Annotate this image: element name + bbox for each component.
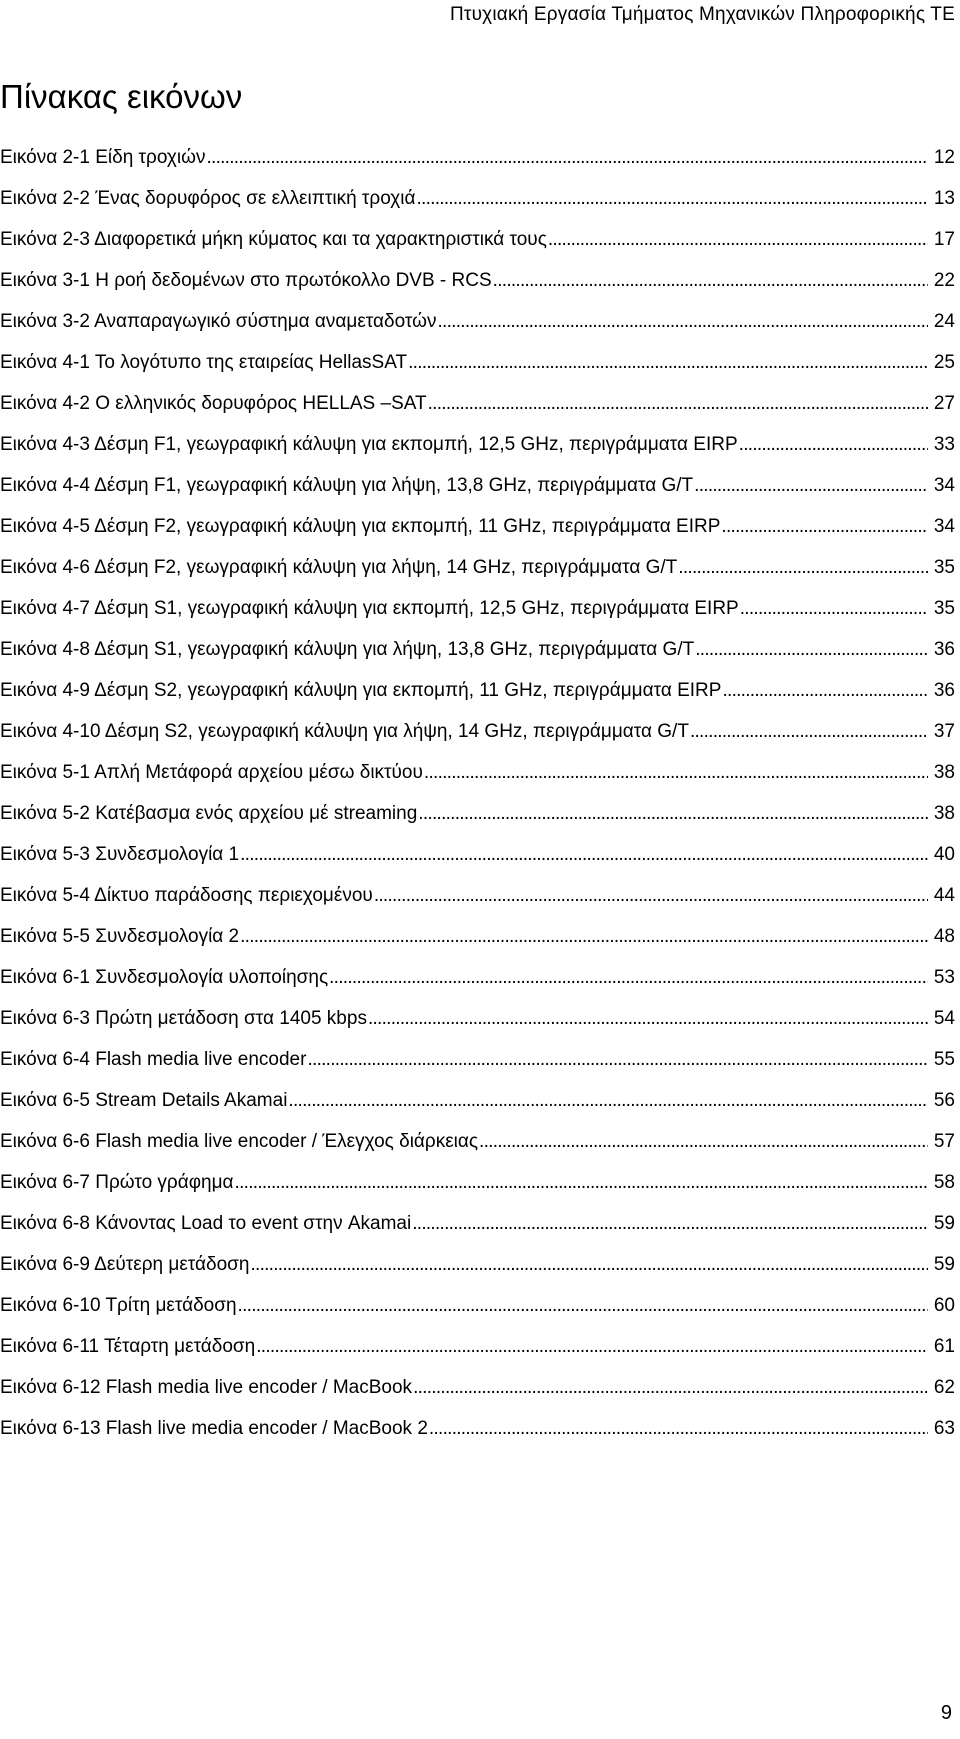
toc-entry-page: 34 (933, 516, 955, 537)
toc-entry-label: Εικόνα 4-9 Δέσμη S2, γεωγραφική κάλυψη για εκπομπή, 11 GHz, περιγράμματα EIRP (0, 680, 722, 701)
dot-leader (235, 1162, 928, 1203)
toc-entry[interactable] (0, 875, 955, 916)
dot-leader (240, 834, 928, 875)
toc-entry-label: Εικόνα 2-3 Διαφορετικά μήκη κύματος και τα χαρακτηριστικά τους (0, 229, 547, 250)
toc-entry-label: Εικόνα 5-2 Κατέβασμα ενός αρχείου μέ streaming (0, 803, 418, 824)
dot-leader (256, 1326, 928, 1367)
toc-entry[interactable] (0, 219, 955, 260)
dot-leader (418, 793, 928, 834)
toc-entry-label: Εικόνα 6-6 Flash media live encoder / Έλεγχος διάρκειας (0, 1131, 479, 1152)
dot-leader (240, 916, 928, 957)
toc-entry[interactable] (0, 383, 955, 424)
toc-entry[interactable] (0, 1162, 955, 1203)
toc-entry[interactable] (0, 260, 955, 301)
toc-entry-label: Εικόνα 2-2 Ένας δορυφόρος σε ελλειπτική τροχιά (0, 188, 416, 209)
toc-entry-label: Εικόνα 6-10 Τρίτη μετάδοση (0, 1295, 237, 1316)
toc-entry-label: Εικόνα 6-8 Κάνοντας Load το event στην Akamai (0, 1213, 412, 1234)
toc-entry-label: Εικόνα 3-1 Η ροή δεδομένων στο πρωτόκολλο DVB - RCS (0, 270, 492, 291)
toc-entry-page: 44 (933, 885, 955, 906)
toc-entry-label: Εικόνα 6-7 Πρώτο γράφημα (0, 1172, 234, 1193)
toc-entry-page: 33 (933, 434, 955, 455)
toc-entry[interactable] (0, 506, 955, 547)
dot-leader (740, 588, 928, 629)
dot-leader (695, 629, 928, 670)
toc-entry-page: 17 (933, 229, 955, 250)
toc-entry-page: 54 (933, 1008, 955, 1029)
toc-entry-page: 61 (933, 1336, 955, 1357)
toc-entry-label: Εικόνα 4-4 Δέσμη F1, γεωγραφική κάλυψη για λήψη, 13,8 GHz, περιγράμματα G/T (0, 475, 694, 496)
toc-entry-page: 53 (933, 967, 955, 988)
toc-entry-label: Εικόνα 6-13 Flash live media encoder / MacBook 2 (0, 1418, 428, 1439)
toc-entry[interactable] (0, 137, 955, 178)
table-of-figures (0, 137, 955, 1449)
toc-entry[interactable] (0, 1326, 955, 1367)
toc-entry-page: 36 (933, 639, 955, 660)
dot-leader (238, 1285, 928, 1326)
toc-entry[interactable] (0, 629, 955, 670)
toc-entry-label: Εικόνα 5-3 Συνδεσμολογία 1 (0, 844, 240, 865)
toc-entry-page: 56 (933, 1090, 955, 1111)
toc-entry-page: 13 (933, 188, 955, 209)
toc-entry[interactable] (0, 1408, 955, 1449)
toc-entry[interactable] (0, 1121, 955, 1162)
toc-entry[interactable] (0, 1367, 955, 1408)
toc-entry[interactable] (0, 711, 955, 752)
page-number: 9 (940, 1702, 952, 1724)
toc-entry[interactable] (0, 588, 955, 629)
toc-entry-page: 38 (933, 762, 955, 783)
toc-entry-label: Εικόνα 4-6 Δέσμη F2, γεωγραφική κάλυψη για λήψη, 14 GHz, περιγράμματα G/T (0, 557, 678, 578)
toc-entry[interactable] (0, 1203, 955, 1244)
toc-entry-label: Εικόνα 4-3 Δέσμη F1, γεωγραφική κάλυψη για εκπομπή, 12,5 GHz, περιγράμματα EIRP (0, 434, 738, 455)
running-header: Πτυχιακή Εργασία Τμήματος Μηχανικών Πληροφορικής ΤΕ (449, 4, 955, 25)
toc-entry-label: Εικόνα 6-11 Τέταρτη μετάδοση (0, 1336, 256, 1357)
dot-leader (416, 178, 927, 219)
toc-entry-page: 48 (933, 926, 955, 947)
dot-leader (428, 383, 928, 424)
toc-entry[interactable] (0, 1039, 955, 1080)
toc-entry-page: 27 (933, 393, 955, 414)
toc-entry-label: Εικόνα 6-1 Συνδεσμολογία υλοποίησης (0, 967, 329, 988)
toc-entry-page: 35 (933, 598, 955, 619)
toc-entry-label: Εικόνα 4-2 Ο ελληνικός δορυφόρος HELLAS –SAT (0, 393, 427, 414)
dot-leader (250, 1244, 927, 1285)
toc-entry-page: 57 (933, 1131, 955, 1152)
dot-leader (678, 547, 928, 588)
toc-entry-label: Εικόνα 4-7 Δέσμη S1, γεωγραφική κάλυψη για εκπομπή, 12,5 GHz, περιγράμματα EIRP (0, 598, 739, 619)
toc-entry[interactable] (0, 670, 955, 711)
toc-entry[interactable] (0, 1080, 955, 1121)
dot-leader (413, 1367, 928, 1408)
toc-entry[interactable] (0, 424, 955, 465)
toc-entry-page: 12 (933, 147, 955, 168)
toc-entry-label: Εικόνα 5-4 Δίκτυο παράδοσης περιεχομένου (0, 885, 373, 906)
toc-entry-label: Εικόνα 4-1 Το λογότυπο της εταιρείας HellasSAT (0, 352, 408, 373)
toc-entry-page: 25 (933, 352, 955, 373)
dot-leader (690, 711, 928, 752)
toc-entry[interactable] (0, 752, 955, 793)
toc-entry[interactable] (0, 342, 955, 383)
dot-leader (288, 1080, 927, 1121)
toc-entry-label: Εικόνα 4-10 Δέσμη S2, γεωγραφική κάλυψη για λήψη, 14 GHz, περιγράμματα G/T (0, 721, 689, 742)
toc-entry-page: 24 (933, 311, 955, 332)
toc-entry-page: 37 (933, 721, 955, 742)
toc-entry-label: Εικόνα 6-5 Stream Details Akamai (0, 1090, 288, 1111)
toc-entry-label: Εικόνα 6-9 Δεύτερη μετάδοση (0, 1254, 250, 1275)
toc-entry-page: 59 (933, 1254, 955, 1275)
dot-leader (429, 1408, 928, 1449)
toc-entry[interactable] (0, 465, 955, 506)
toc-entry-page: 55 (933, 1049, 955, 1070)
toc-entry-label: Εικόνα 6-4 Flash media live encoder (0, 1049, 307, 1070)
dot-leader (479, 1121, 928, 1162)
dot-leader (206, 137, 927, 178)
toc-entry[interactable] (0, 957, 955, 998)
toc-entry-label: Εικόνα 2-1 Είδη τροχιών (0, 147, 206, 168)
toc-entry[interactable] (0, 793, 955, 834)
dot-leader (329, 957, 928, 998)
toc-entry-page: 60 (933, 1295, 955, 1316)
toc-entry-label: Εικόνα 6-3 Πρώτη μετάδοση στα 1405 kbps (0, 1008, 367, 1029)
dot-leader (412, 1203, 928, 1244)
toc-entry[interactable] (0, 178, 955, 219)
toc-entry[interactable] (0, 834, 955, 875)
dot-leader (694, 465, 928, 506)
toc-entry[interactable] (0, 1285, 955, 1326)
dot-leader (722, 670, 927, 711)
toc-entry-page: 59 (933, 1213, 955, 1234)
dot-leader (408, 342, 928, 383)
toc-entry-page: 40 (933, 844, 955, 865)
toc-entry-page: 38 (933, 803, 955, 824)
dot-leader (493, 260, 928, 301)
toc-entry[interactable] (0, 1244, 955, 1285)
toc-entry-page: 35 (933, 557, 955, 578)
dot-leader (548, 219, 928, 260)
toc-entry-label: Εικόνα 5-5 Συνδεσμολογία 2 (0, 926, 240, 947)
toc-entry-page: 58 (933, 1172, 955, 1193)
toc-entry[interactable] (0, 916, 955, 957)
dot-leader (424, 752, 928, 793)
dot-leader (437, 301, 927, 342)
toc-entry[interactable] (0, 547, 955, 588)
toc-entry-label: Εικόνα 4-5 Δέσμη F2, γεωγραφική κάλυψη για εκπομπή, 11 GHz, περιγράμματα EIRP (0, 516, 721, 537)
dot-leader (739, 424, 928, 465)
toc-entry-label: Εικόνα 3-2 Αναπαραγωγικό σύστημα αναμεταδοτών (0, 311, 437, 332)
toc-entry-label: Εικόνα 5-1 Απλή Μετάφορά αρχείου μέσω δικτύου (0, 762, 423, 783)
toc-entry[interactable] (0, 301, 955, 342)
page-title: Πίνακας εικόνων (0, 78, 243, 115)
toc-entry[interactable] (0, 998, 955, 1039)
dot-leader (721, 506, 927, 547)
toc-entry-page: 22 (933, 270, 955, 291)
toc-entry-page: 34 (933, 475, 955, 496)
toc-entry-label: Εικόνα 6-12 Flash media live encoder / MacBook (0, 1377, 413, 1398)
dot-leader (307, 1039, 927, 1080)
dot-leader (368, 998, 928, 1039)
toc-entry-page: 62 (933, 1377, 955, 1398)
toc-entry-page: 63 (933, 1418, 955, 1439)
toc-entry-label: Εικόνα 4-8 Δέσμη S1, γεωγραφική κάλυψη για λήψη, 13,8 GHz, περιγράμματα G/T (0, 639, 695, 660)
dot-leader (374, 875, 928, 916)
toc-entry-page: 36 (933, 680, 955, 701)
